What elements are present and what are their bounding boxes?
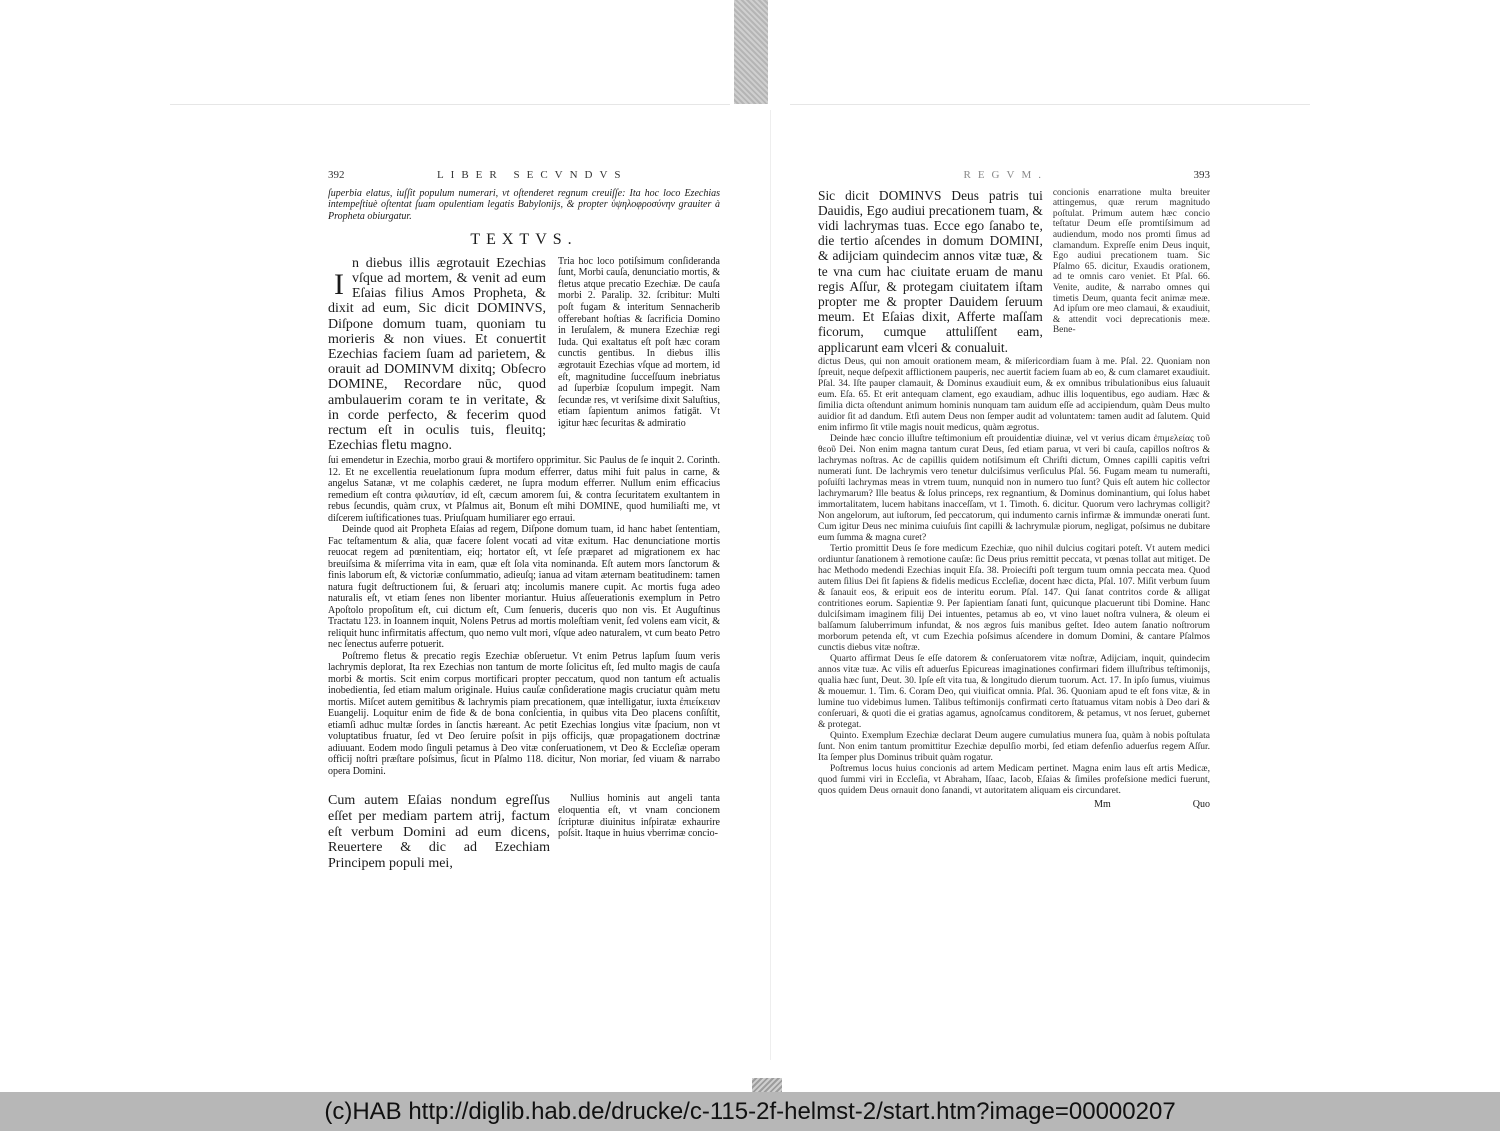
left-page-edge — [170, 104, 730, 105]
drop-initial: I — [334, 267, 344, 301]
catchword: Quo — [1192, 798, 1210, 810]
scripture-block-2 — [328, 793, 720, 871]
paragraph: Deinde quod ait Propheta Eſaias ad regem, Diſpone domum tuam, id hanc habet ſententiam, Fac teſtamentum & alia, quæ facere ſolent vocati ad vitæ exitum. Hac denunciatione mortis reuocat regem ad pœnitentiam, eiq; hortator eſt, vt ſeſe præparet ad migrationem ex hac breuiſsima & miſerrima vita in eam, quæ eſt ſola vita nominanda. Eſt autem mors ſanctorum & finis laborum eſt, & victoriæ conſummatio, adieuſq; ianua ad vitam æternam beatitudinem: tamen natura fugit deſtructionem ſui, & ſeruari atq; incolumis manere cupit. Ac mortis fuga adeo naturalis eſt, vt etiam ſenes non libenter moriantur. Huius aſſeuerationis exemplum in Petro Apoſtolo propoſitum eſt, cui dictum eſt, Cum ſenueris, duceris quo non vis. Et Auguſtinus Tractatu 123. in Ioannem inquit, Nolens Petrus ad mortis moleſtiam venit, ſed volens eam vicit, & reliquit hunc infirmitatis affectum, quo nemo vult mori, vſque adeo naturalem, vt cum beato Petro nec ſenectus auferre potuerit. — [328, 524, 720, 651]
left-running-head — [328, 170, 720, 182]
paragraph: Quarto affirmat Deus ſe eſſe datorem & conſeruatorem vitæ noſtræ, Adijciam, inquit, quindecim annos vitæ tuæ. Ac vilis eſt aduerſus Epicureas imaginationes confirmari fidem illuſtribus teſtimonijs, qualia hæc ſunt, Deut. 30. Ipſe eſt vita tua, & longitudo dierum tuorum. Act. 17. In ipſo ſumus, viuimus & mouemur. 1. Tim. 6. Coram Deo, qui viuificat omnia. Pſal. 36. Quoniam apud te eſt fons vitæ, & in lumine tuo videbimus lumen. Talibus teſtimonijs confirmati certo ſtatuamus vitam nobis à Deo dari & conſeruari, & quoti die ei gratias agamus, agnoſcamus conditorem, & petamus, vt nos ſeruet, gubernet & protegat. — [818, 653, 1210, 730]
commentary-text-1: Tria hoc loco potiſsimum conſideranda ſunt, Morbi cauſa, denunciatio mortis, & fletus atque precatio Ezechiæ. De cauſa morbi 2. Paralip. 32. ſcribitur: Multi poſt fugam & interitum Sennacherib offerebant hoſtias & ſacrificia Domino in Ieruſalem, & munera Ezechiæ regi Iuda. Qui exaltatus eſt poſt hæc coram cunctis gentibus. In diebus illis ægrotauit Ezechias vſque ad mortem, id eſt, magnitudine ſucceſſuum inebriatus ad ſuperbiæ ſcopulum impegit. Nam ſecundæ res, vt veriſsime dixit Saluſtius, etiam ſapientum animos fatigāt. Vt igitur hæc ſecuritas & admiratio — [558, 255, 720, 429]
right-header-title: REGVM. — [963, 169, 1048, 181]
paragraph: Poſtremus locus huius concionis ad artem Medicam pertinet. Magna enim laus eſt artis Medicæ, quod ſummi viri in Eccleſia, vt Abraham, Iſaac, Iacob, Eſaias & ſimiles profeſsione medici fuerunt, quos quidem Deus ornauit dono ſanandi, vt autoritatem aliquam eis circundaret. — [818, 763, 1210, 796]
right-body-text — [818, 357, 1210, 797]
scripture-text-1: n diebus illis ægrotauit Ezechias vſque ad mortem, & venit ad eum Eſaias filius Amos Propheta, & dixit ad eum, Sic dicit DOMINVS, Diſpone domum tuam, quoniam tu morieris & non viues. Et conuertit Ezechias faciem ſuam ad parietem, & orauit ad DOMINVM dixitq; Obſecro DOMINE, Recordare nūc, quod ambulauerim coram te in veritate, & in corde perfecto, & fecerim quod rectum eſt in oculis tuis, fleuitq; Ezechias fletu magno. — [328, 255, 546, 454]
paragraph: Poſtremo fletus & precatio regis Ezechiæ obſeruetur. Vt enim Petrus lapſum ſuum veris lachrymis deplorat, Ita rex Ezechias non tantum de morte ſolicitus eſt, ſed multo magis de cauſa morbi & mortis. Scit enim corpus mortificari propter peccatum, quod non tantum eſt actualis inobedientia, ſed etiam malum originale. Huius cauſæ conſideratione magis cruciatur quàm metu mortis. Miſcet autem gemitibus & lachrymis piam precationem, quæ intelligatur, iuxta ἐπιείκειαν Euangelij. Loquitur enim de fide & de bona conſcientia, in quibus vita Deo placens conſiſtit, etiamſi adhuc multæ ſordes in ſanctis hæreant. Ac petit Ezechias longius vitæ ſpacium, non vt voluptatibus fruatur, ſed vt Deo ſeruire poſsit in pijs officijs, quæ propagationem doctrinæ adiuuant. Eodem modo ſinguli petamus à Deo vitæ conſeruationem, vt Deo & Eccleſiæ operam officij noſtri præſtare poſsimus, ſicut in Pſalmo 118. dicitur, Non moriar, ſed viuam & narrabo opera Domini. — [328, 650, 720, 777]
right-scripture-text: Sic dicit DOMINVS Deus patris tui Dauidis, Ego audiui precationem tuam, & vidi lachrymas tuas. Ecce ego ſanabo te, die tertio aſcendes in domum DOMINI, & adijciam quindecim annos vitæ tuæ, & te vna cum hac ciuitate eruam de manu regis Aſſur, & protegam ciuitatem iſtam propter me & propter Dauidem ſeruum meum. Et Eſaias dixit, Afferte maſſam ficorum, cumque attuliſſent eam, applicarunt eam vlceri & conualuit. — [818, 187, 1043, 355]
page-signatures — [818, 799, 1210, 811]
binding-strip-top — [734, 0, 768, 104]
paragraph: dictus Deus, qui non amouit orationem meam, & miſericordiam ſuam à me. Pſal. 22. Quoniam non ſpreuit, neque deſpexit afflictionem pauperis, nec auertit faciem ſuam ab eo, & cum clamaret exaudiuit. Pſal. 34. Iſte pauper clamauit, & Dominus exaudiuit eum, & ex omnibus tribulationibus eius ſaluauit eum. Eſa. 65. Et erit antequam clament, ego exaudiam, adhuc illis loquentibus, ego audiam. Hæc & ſimilia dicta oſtendunt animum hominis nunquam tam auidum eſſe ad accipiendum, quàm Deus multo auidior ſit ad dandum. Etſi autem Deus non ſemper audit ad voluntatem: tamen audit ad ſalutem. Quid enim infirmo ſit vtile magis nouit medicus, quàm ægrotus. — [818, 356, 1210, 433]
right-page-number: 393 — [1193, 169, 1210, 181]
paragraph: ſui emendetur in Ezechia, morbo graui & mortifero opprimitur. Sic Paulus de ſe inquit 2. Corinth. 12. Et ne excellentia reuelationum ſupra modum efferrer, datus mihi fuit palus in carne, & angelus Satanæ, vt me colaphis cæderet, ne ſupra modum efferrer. Nullum enim efficacius remedium eſt contra φιλαυτίαν, id eſt, cæcum amorem ſui, & contra ſecuritatem exultantem in rebus ſecundis, quàm crux, vt Pſalmus ait, Bonum eſt mihi DOMINE, quod humiliaſti me, vt diſcerem iuſtificationes tuas. Priuſquam humiliarer ego erraui. — [328, 455, 720, 524]
paragraph: Quinto. Exemplum Ezechiæ declarat Deum augere cumulatius munera ſua, quàm à nobis poſtulata ſunt. Non enim tantum promittitur Ezechiæ depulſio morbi, ſed etiam defenſio aduerſus regem Aſſur. Ita ſemper plus Dominus tribuit quàm rogatur. — [818, 730, 1210, 763]
scripture-block-1 — [328, 256, 720, 454]
paragraph: Tertio promittit Deus ſe fore medicum Ezechiæ, quo nihil dulcius cogitari poteſt. Vt autem medici ordiuntur ſanationem à remotione cauſæ: ſic Deus prius remittit peccata, vt pœnas tollat aut mitiget. De hac Methodo medendi Ezechias inquit Eſa. 38. Proieciſti poſt tergum tuum omnia peccata mea. Quod autem ſilius Dei ſit ſapiens & fidelis medicus Eccleſiæ, docent hæc dicta, Pſal. 107. Miſit verbum ſuum & ſanauit eos, & eripuit eos de interitu eorum. Pſal. 147. Qui ſanat contritos corde & alligat contritiones eorum. Sapientiæ 9. Per ſapientiam ſanati ſunt, quicunque placuerunt tibi Domine. Hanc dulciſsimam imaginem filij Dei intuentes, petamus ab eo, vt vino lauet noſtra vulnera, & oleum ei balſamum ſaluberrimum infundat, & nos ægros ſuis manibus geſtet. Ideo autem ſanatio noſtrorum morborum petenda eſt, vt cum Ezechia poſsimus aſcendere in domum Domini, & cantare Pſalmos cunctis diebus vitæ noſtræ. — [818, 543, 1210, 653]
left-page — [328, 170, 720, 871]
page-gutter — [770, 110, 771, 1060]
left-intro-text: ſuperbia elatus, iuſſit populum numerari, vt oſtenderet regnum creuiſſe: Ita hoc loco Ezechias intempeſtiuè oſtentat ſuam opulentiam legatis Babylonijs, & propter ὑψηλοφροσύνην grauiter à Propheta obiurgatur. — [328, 187, 720, 222]
left-page-number: 392 — [328, 169, 345, 181]
signature-mark: Mm — [1094, 798, 1111, 810]
scripture-column-2 — [328, 793, 550, 871]
left-header-title: LIBER SECVNDVS — [436, 169, 628, 181]
section-title: TEXTVS. — [470, 231, 578, 249]
commentary-column — [558, 256, 720, 454]
paragraph: Deinde hæc concio illuſtre teſtimonium eſt prouidentiæ diuinæ, vel vt verius dicam ἐπιμελείας τοῦ θεοῦ Dei. Non enim magna tantum curat Deus, ſed etiam parua, vt veri bi cauſa, capillos noſtros & lachrymas noſtras. Ac de capillis quidem notiſsimum eſt Chriſti dictum, Omnes capilli capitis veſtri numerati ſunt. De lachrymis vero tenetur dulciſsimus verſiculus Pſal. 56. Fugam meam tu numeraſti, poſuiſti lachrymas meas in vtrem tuum, nunquid non in numero tuo ſunt? Quis eſt autem hic collector lachrymarum? Ille beatus & ſolus princeps, rex regnantium, & Dominus dominantium, qui ſolus habet immortalitatem, lucem habitans inacceſſam, vt 1. Timoth. 6. dicitur. Quorum vero lachrymas colligit? Non angelorum, aut iuſtorum, ſed peccatorum, qui indumento carnis infirmæ & immundæ onerati ſunt. Cum igitur Deus nec minima cuiuſuis ſint capilli & lachrymulæ piorum, negligat, poſsimus ne dubitare eum ſumma & magna curet? — [818, 433, 1210, 543]
right-running-head — [818, 170, 1210, 182]
commentary-text-2: Nullius hominis aut angeli tanta eloquentia eſt, vt vnam concionem ſcripturæ diuinitus inſpiratæ exhaurire poſsit. Itaque in huius vberrimæ concio- — [558, 793, 720, 840]
left-body-text — [328, 455, 720, 777]
right-commentary-column — [1053, 188, 1210, 355]
right-page-edge — [790, 104, 1310, 105]
right-scripture-column — [818, 188, 1043, 355]
right-scripture-block — [818, 188, 1210, 355]
commentary-column-2 — [558, 793, 720, 871]
right-page — [818, 170, 1210, 810]
right-commentary-text: concionis enarratione multa breuiter attingemus, quæ rerum magnitudo poſtulat. Primum autem hæc concio teſtatur Deum eſſe promtiſsimum ad audiendum, modo nos promti ſimus ad clamandum. Expreſſe enim Deus inquit, Ego audiui precationem tuam. Sic Pſalmo 65. dicitur, Exaudis orationem, ad te omnis caro veniet. Et Pſal. 66. Venite, audite, & narrabo omnes qui timetis Deum, quanta fecit animæ meæ. Ad ipſum ore meo clamaui, & exaudiuit, & attendit voci deprecationis meæ. Bene- — [1052, 187, 1210, 336]
scripture-text-2: Cum autem Eſaias nondum egreſſus eſſet per mediam partem atrij, factum eſt verbum Domini ad eum dicens, Reuertere & dic ad Ezechiam Principem populi mei, — [328, 793, 550, 871]
copyright-footer: (c)HAB http://diglib.hab.de/drucke/c-115-2f-helmst-2/start.htm?image=00000207 — [324, 1098, 1176, 1125]
scripture-column — [328, 256, 546, 454]
